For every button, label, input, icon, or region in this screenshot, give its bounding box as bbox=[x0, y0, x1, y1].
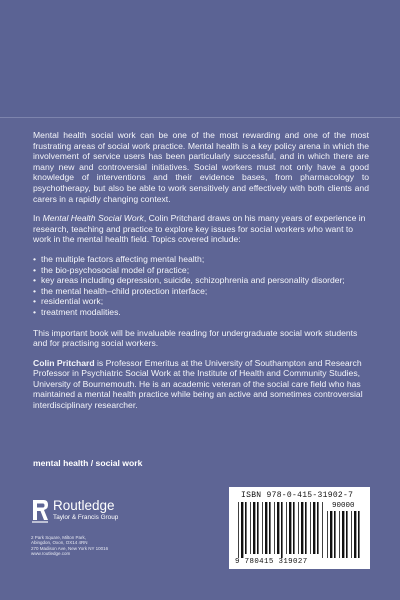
barcode-bar bbox=[305, 502, 307, 554]
blurb-paragraph-2-prefix: In bbox=[33, 213, 43, 224]
list-item: • key areas including depression, suicide, schizophrenia and personality disorder; bbox=[33, 275, 369, 286]
subject-category: mental health / social work bbox=[33, 458, 143, 468]
barcode-bar bbox=[277, 502, 279, 554]
barcode-bar bbox=[346, 511, 348, 558]
isbn-digits: 9 780415 319027 bbox=[235, 558, 308, 566]
barcode-main-bars bbox=[238, 502, 324, 558]
barcode-bar bbox=[342, 511, 344, 558]
blurb-paragraph-2-rest: , Colin Pritchard draws on his many years of experience in research, teaching and practice to explore key issues for social workers who want to work in the mental health field. Topics covered include: bbox=[33, 213, 366, 245]
barcode-bar bbox=[238, 502, 239, 558]
topics-list bbox=[33, 254, 369, 318]
barcode-bar bbox=[257, 502, 259, 554]
barcode-bar bbox=[262, 502, 263, 554]
book-title-inline: Mental Health Social Work bbox=[42, 213, 144, 224]
barcode-bar bbox=[293, 502, 295, 554]
barcode-bar bbox=[241, 502, 243, 558]
back-cover-text bbox=[33, 130, 369, 420]
barcode-bar bbox=[330, 511, 332, 558]
list-item: • treatment modalities. bbox=[33, 307, 369, 318]
barcode-bar bbox=[351, 511, 352, 558]
barcode-bar bbox=[327, 511, 328, 558]
barcode-bar bbox=[301, 502, 303, 554]
list-item: • residential work; bbox=[33, 296, 369, 307]
address-line: www.routledge.com bbox=[31, 550, 71, 556]
address-line: Abingdon, Oxon, OX14 4RN bbox=[31, 540, 88, 546]
barcode-bar bbox=[253, 502, 255, 554]
barcode-bar bbox=[265, 502, 267, 554]
author-bio bbox=[33, 358, 369, 411]
barcode-bar bbox=[274, 502, 275, 554]
barcode-bar bbox=[317, 502, 319, 554]
barcode-bar bbox=[289, 502, 291, 554]
author-name: Colin Pritchard bbox=[33, 357, 95, 368]
barcode-bar bbox=[354, 511, 356, 558]
blurb-paragraph-3: This important book will be invaluable reading for undergraduate social work students and for practising social workers. bbox=[33, 327, 358, 349]
address-line: 2 Park Square, Milton Park, bbox=[31, 535, 87, 540]
top-divider bbox=[0, 117, 400, 118]
barcode-bar bbox=[298, 502, 299, 554]
author-bio-text: is Professor Emeritus at the University of Southampton and Research Professor in Psychiatric Social Work at the Institute of Health and Community Studies, University of Bournemouth. He is an academic veteran of the social care field who has maintained a mental health practice while being an active and sometimes controversial interdisciplinary researcher. bbox=[33, 357, 363, 411]
isbn-label: ISBN 978-0-415-31902-7 bbox=[241, 491, 354, 500]
barcode-bar bbox=[334, 511, 336, 558]
price-code: 90000 bbox=[332, 502, 355, 510]
publisher-address bbox=[31, 535, 121, 556]
blurb-paragraph-1: Mental health social work can be one of the most rewarding and one of the most frustrating areas of social work practice. Mental health is a key policy arena in which the involvement of service users has been particularly successful, and in which there are many new and controversial initiatives. Social workers must not only have a good knowledge of interventions and their evidence bases, from pharmacology to psychotherapy, but also be able to work sensitively and effectively with both clients and carers in a rapidly changing context. bbox=[33, 130, 369, 204]
list-item: • the mental health–child protection interface; bbox=[33, 286, 369, 297]
barcode-bar bbox=[250, 502, 251, 554]
barcode-bar bbox=[339, 511, 340, 558]
list-item: • the bio-psychosocial model of practice; bbox=[33, 265, 369, 276]
barcode-bar bbox=[313, 502, 315, 554]
isbn-barcode bbox=[229, 487, 370, 569]
list-item: • the multiple factors affecting mental health; bbox=[33, 254, 369, 265]
address-line: 270 Madison Ave, New York NY 10016 bbox=[31, 545, 109, 551]
publisher-group: Taylor & Francis Group bbox=[53, 514, 119, 521]
barcode-bar bbox=[358, 511, 360, 558]
barcode-bar bbox=[281, 502, 283, 558]
routledge-logo-icon bbox=[31, 498, 49, 524]
cover-top-band bbox=[0, 0, 400, 117]
barcode-bar bbox=[322, 502, 323, 558]
barcode-bar bbox=[286, 502, 287, 554]
barcode-bar bbox=[245, 502, 247, 554]
barcode-bar bbox=[310, 502, 311, 554]
blurb-paragraph-2 bbox=[33, 213, 369, 245]
publisher-name: Routledge bbox=[53, 498, 115, 513]
barcode-addon-bars bbox=[327, 511, 361, 558]
barcode-bar bbox=[269, 502, 271, 554]
